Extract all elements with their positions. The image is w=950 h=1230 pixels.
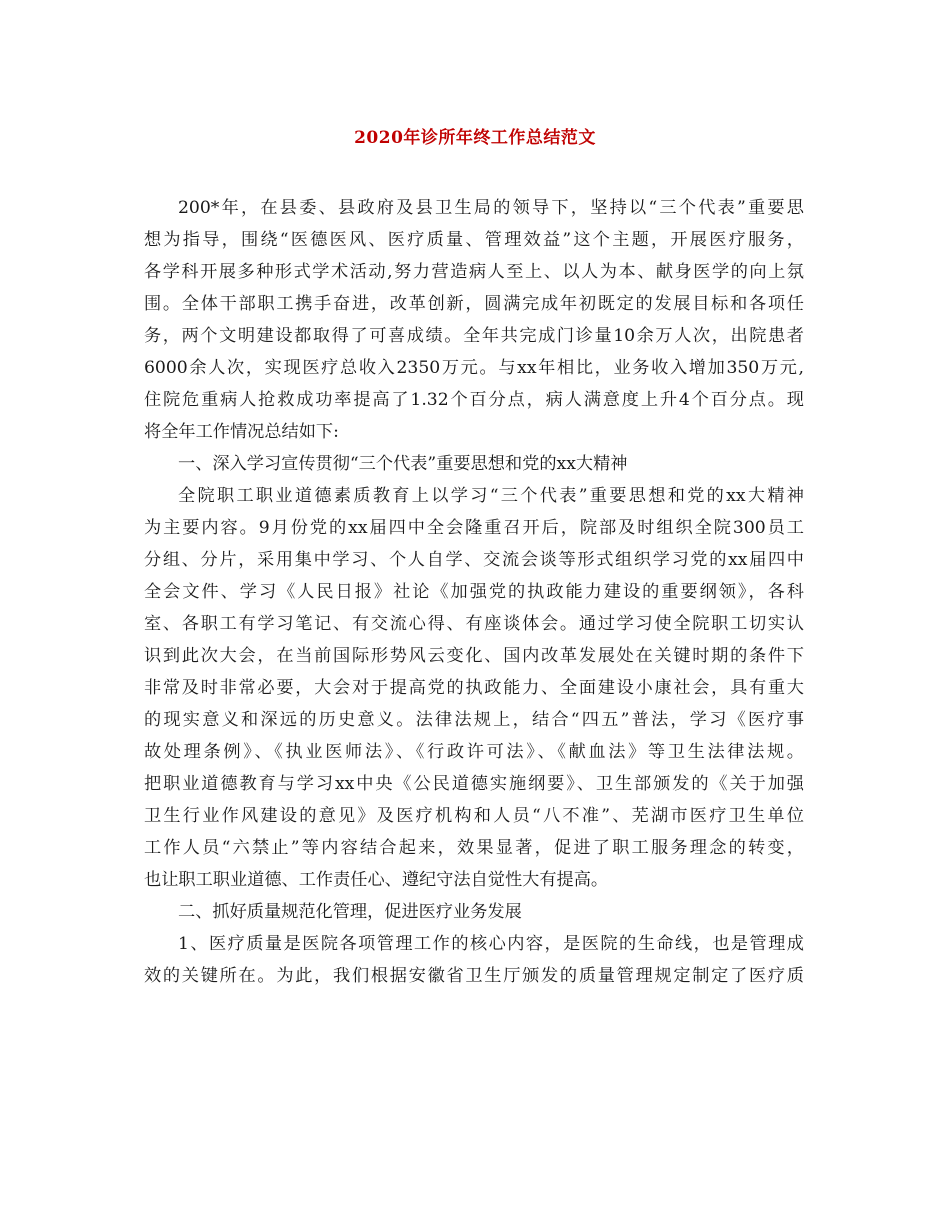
- body-line: 住院危重病人抢救成功率提高了1.32个百分点，病人满意度上升4个百分点。现: [144, 390, 804, 410]
- body-line: 分组、分片，采用集中学习、个人自学、交流会谈等形式组织学习党的xx届四中: [144, 550, 804, 570]
- body-line: 将全年工作情况总结如下:: [144, 422, 339, 442]
- document-body: [144, 192, 804, 992]
- body-line: 故处理条例》、《执业医师法》、《行政许可法》、《献血法》等卫生法律法规。: [144, 742, 804, 762]
- body-line: 想为指导，围绕“医德医风、医疗质量、管理效益”这个主题，开展医疗服务，: [144, 230, 804, 250]
- body-line: 全会文件、学习《人民日报》社论《加强党的执政能力建设的重要纲领》，各科: [144, 582, 804, 602]
- body-line: 二、抓好质量规范化管理，促进医疗业务发展: [178, 902, 522, 922]
- body-line: 卫生行业作风建设的意见》及医疗机构和人员“八不准”、芜湖市医疗卫生单位: [144, 806, 804, 826]
- body-line: 围。全体干部职工携手奋进，改革创新，圆满完成年初既定的发展目标和各项任: [144, 294, 804, 314]
- body-line: 全院职工职业道德素质教育上以学习“三个代表”重要思想和党的xx大精神: [178, 486, 804, 506]
- document-title: 2020年诊所年终工作总结范文: [354, 128, 596, 148]
- body-line: 200*年，在县委、县政府及县卫生局的领导下，坚持以“三个代表”重要思: [178, 198, 804, 218]
- body-line: 1、医疗质量是医院各项管理工作的核心内容，是医院的生命线，也是管理成: [178, 934, 804, 954]
- body-line: 一、深入学习宣传贯彻“三个代表”重要思想和党的xx大精神: [178, 454, 628, 474]
- body-line: 非常及时非常必要，大会对于提高党的执政能力、全面建设小康社会，具有重大: [144, 678, 804, 698]
- body-line: 工作人员“六禁止”等内容结合起来，效果显著，促进了职工服务理念的转变，: [144, 838, 804, 858]
- body-line: 6000余人次，实现医疗总收入2350万元。与xx年相比，业务收入增加350万元,: [144, 358, 804, 378]
- body-line: 各学科开展多种形式学术活动,努力营造病人至上、以人为本、献身医学的向上氛: [144, 262, 804, 282]
- body-line: 务，两个文明建设都取得了可喜成绩。全年共完成门诊量10余万人次，出院患者: [144, 326, 804, 346]
- body-line: 识到此次大会，在当前国际形势风云变化、国内改革发展处在关键时期的条件下: [144, 646, 804, 666]
- body-line: 也让职工职业道德、工作责任心、遵纪守法自觉性大有提高。: [144, 870, 609, 890]
- body-line: 的现实意义和深远的历史意义。法律法规上，结合“四五”普法，学习《医疗事: [144, 710, 804, 730]
- body-line: 把职业道德教育与学习xx中央《公民道德实施纲要》、卫生部颁发的《关于加强: [144, 774, 804, 794]
- body-line: 室、各职工有学习笔记、有交流心得、有座谈体会。通过学习使全院职工切实认: [144, 614, 804, 634]
- body-line: 效的关键所在。为此，我们根据安徽省卫生厅颁发的质量管理规定制定了医疗质: [144, 966, 804, 986]
- body-line: 为主要内容。9月份党的xx届四中全会隆重召开后，院部及时组织全院300员工: [144, 518, 804, 538]
